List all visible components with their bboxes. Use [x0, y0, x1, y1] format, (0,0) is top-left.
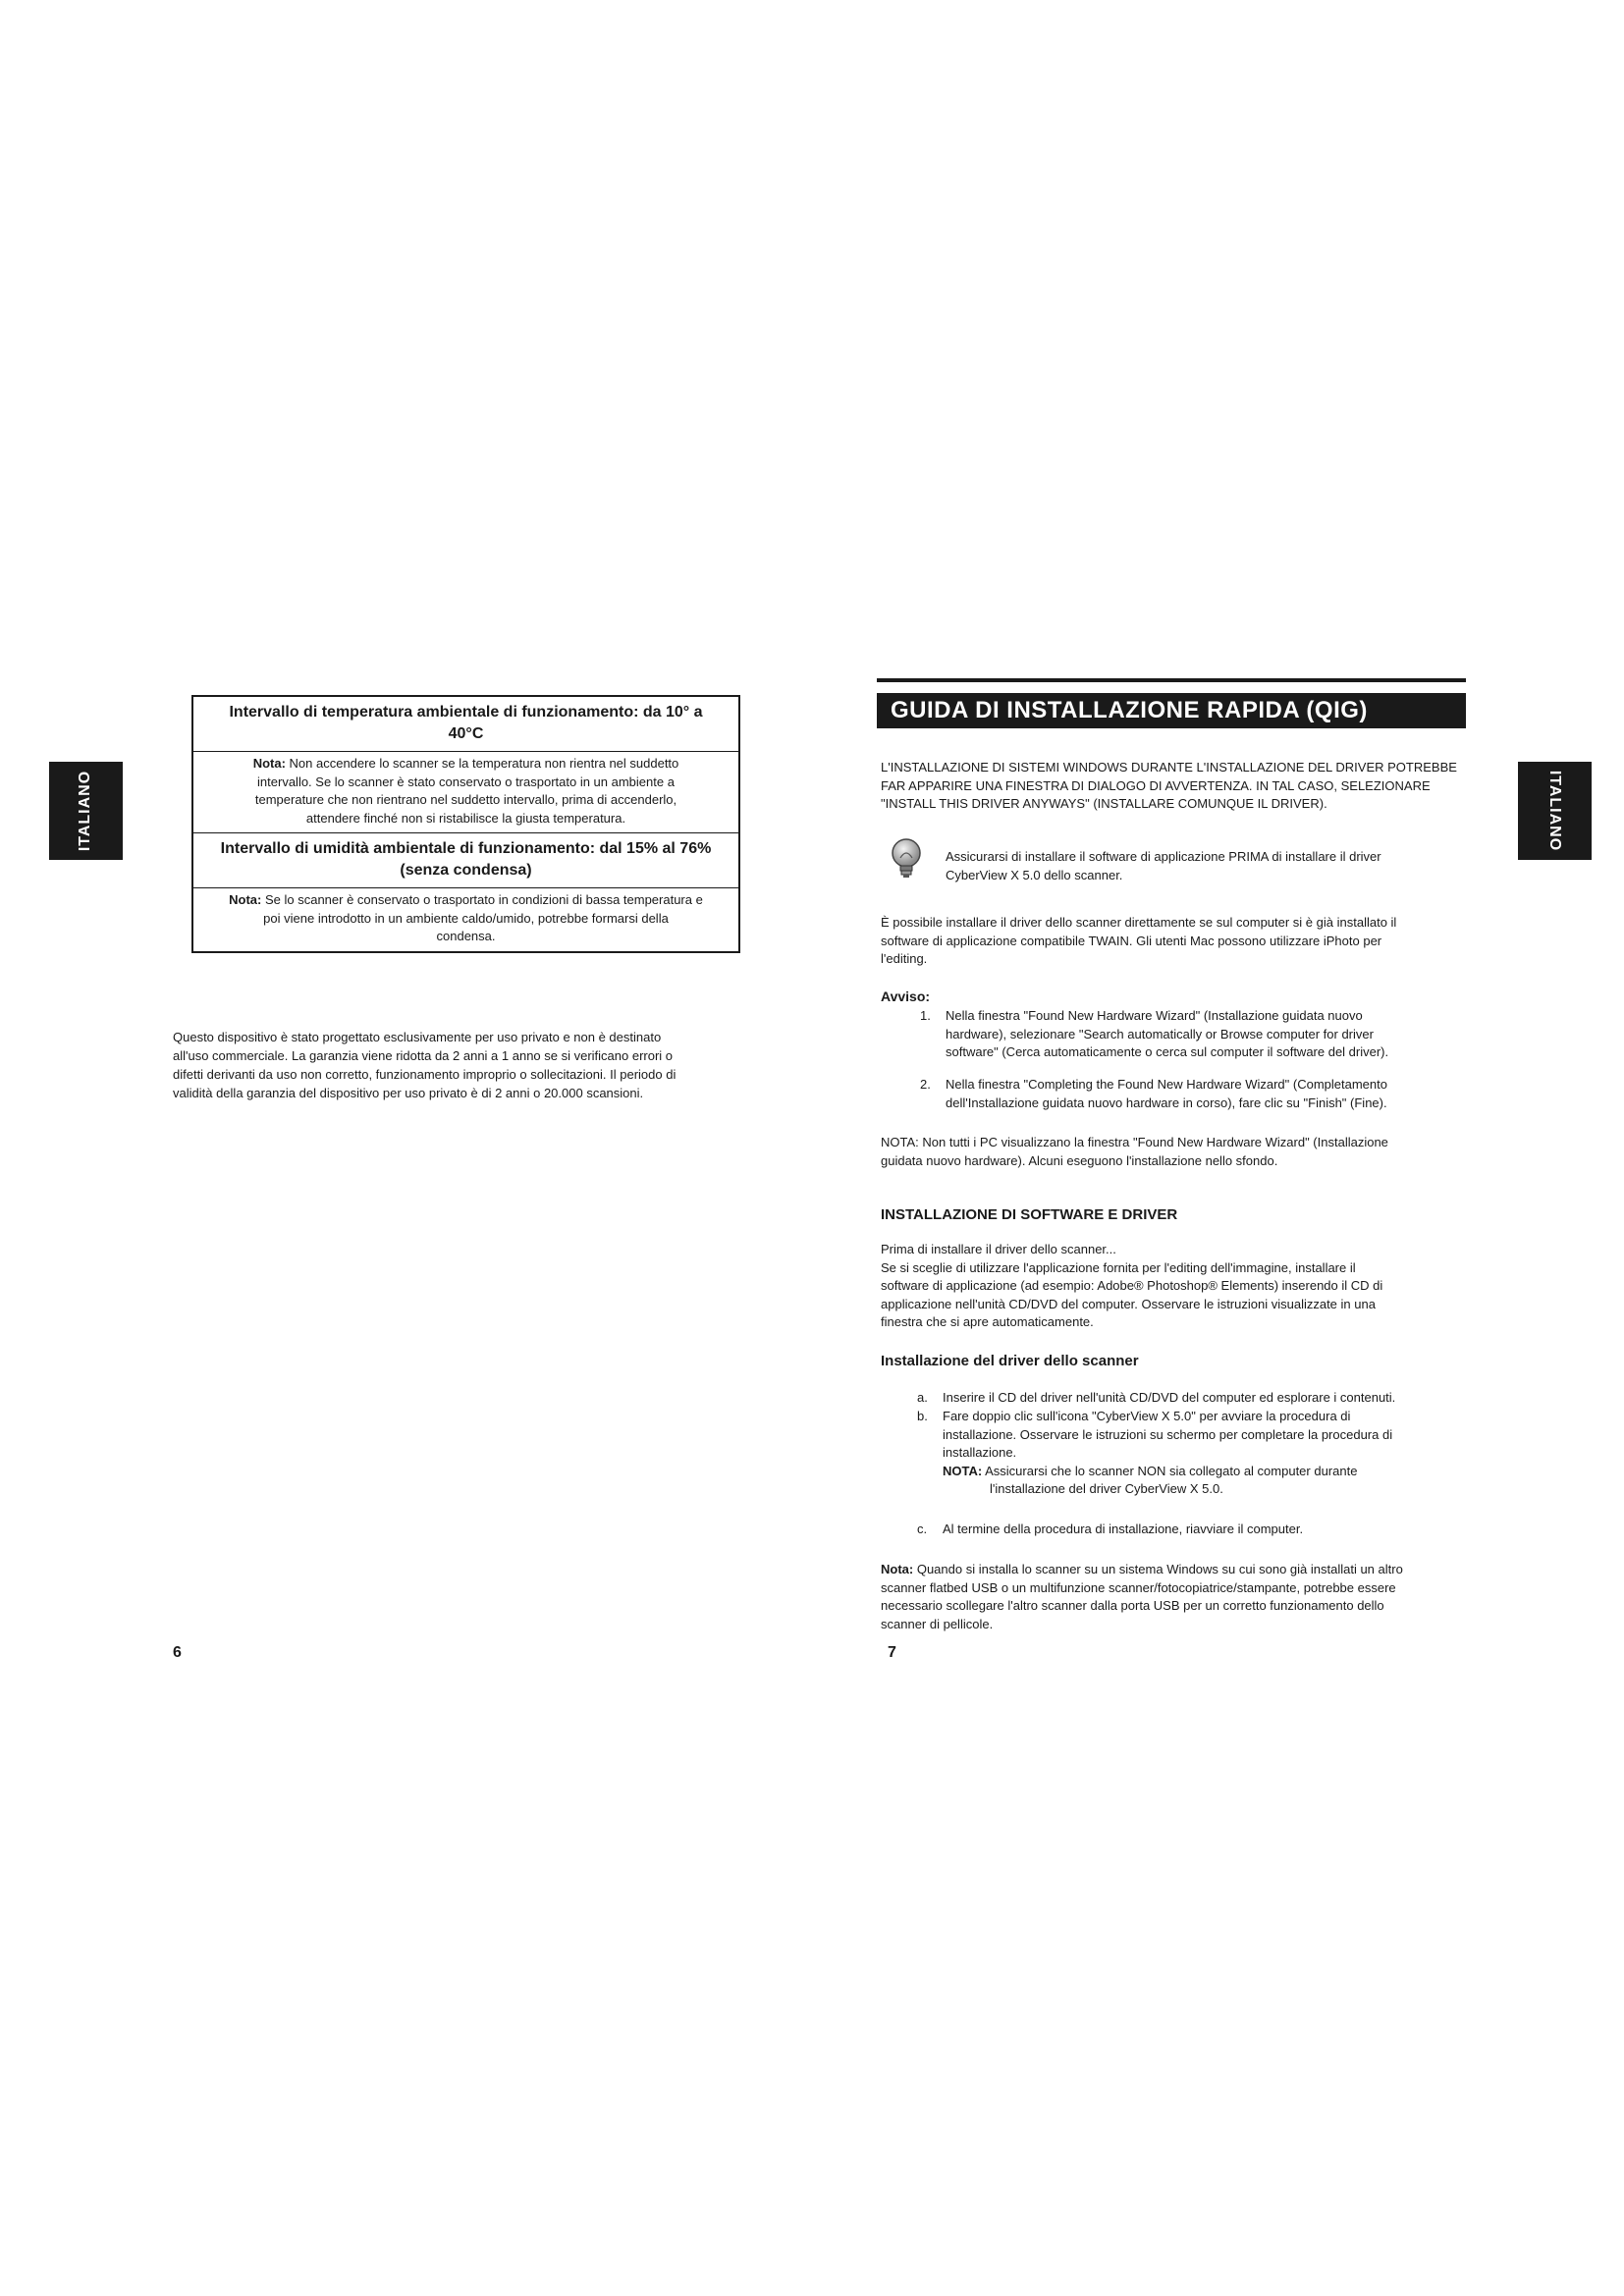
list-item-line: Nella finestra "Found New Hardware Wizard" (Installazione guidata nuovo: [946, 1008, 1363, 1023]
driver-nota-line: [943, 1463, 1392, 1481]
tip-line: Assicurarsi di installare il software di applicazione PRIMA di installare il driver: [946, 849, 1381, 864]
software-section-heading: INSTALLAZIONE DI SOFTWARE E DRIVER: [881, 1206, 1178, 1223]
software-section-paragraph: [881, 1241, 1470, 1332]
warranty-line: difetti derivanti da uso non corretto, funzionamento improprio o sollecitazioni. Il periodo di: [173, 1067, 677, 1082]
software-line: Se si sceglie di utilizzare l'applicazione fornita per l'editing dell'immagine, installare il: [881, 1259, 1356, 1275]
warranty-paragraph: [173, 1028, 752, 1102]
temperature-note: [193, 752, 738, 833]
temperature-heading-line: 40°C: [448, 725, 484, 742]
note-text: Quando si installa lo scanner su un sistema Windows su cui sono già installati un altro: [913, 1562, 1403, 1576]
humidity-heading-line: Intervallo di umidità ambientale di funzionamento: dal 15% al 76%: [220, 840, 712, 857]
windows-warning-line: L'INSTALLAZIONE DI SISTEMI WINDOWS DURANTE L'INSTALLAZIONE DEL DRIVER POTREBBE: [881, 760, 1457, 774]
twain-line: software di applicazione compatibile TWAIN. Gli utenti Mac possono utilizzare iPhoto per: [881, 933, 1382, 948]
tip-text: [946, 848, 1456, 884]
temperature-note-line: temperature che non rientrano nel suddetto intervallo, prima di accenderlo,: [254, 792, 677, 807]
list-item-line: Al termine della procedura di installazione, riavviare il computer.: [943, 1522, 1304, 1536]
humidity-note: [193, 888, 738, 951]
twain-paragraph: [881, 914, 1470, 969]
warranty-line: validità della garanzia del dispositivo per uso privato è di 2 anni o 20.000 scansioni.: [173, 1086, 644, 1100]
temperature-heading: [193, 697, 738, 752]
nota-label: NOTA:: [943, 1463, 983, 1478]
final-note-line: scanner flatbed USB o un multifunzione scanner/fotocopiatrice/stampante, potrebbe essere: [881, 1579, 1396, 1595]
list-item-line: installazione. Osservare le istruzioni su schermo per completare la procedura di: [943, 1426, 1393, 1442]
list-marker: 1.: [920, 1008, 931, 1023]
lightbulb-icon: [887, 836, 926, 881]
nota-text: Assicurarsi che lo scanner NON sia collegato al computer durante: [982, 1463, 1358, 1478]
windows-warning-line: FAR APPARIRE UNA FINESTRA DI DIALOGO DI AVVERTENZA. IN TAL CASO, SELEZIONARE: [881, 777, 1431, 793]
driver-item-c: [917, 1521, 1470, 1540]
language-tab-label: ITALIANO: [77, 770, 94, 852]
list-item-text: [943, 1389, 1395, 1408]
twain-line: È possibile installare il driver dello scanner direttamente se sul computer si è già installato il: [881, 915, 1397, 930]
humidity-note-line: [205, 891, 727, 910]
list-item-line: installazione.: [943, 1445, 1017, 1460]
final-note-line: [881, 1561, 1476, 1579]
software-line: applicazione nell'unità CD/DVD del computer. Osservare le istruzioni visualizzate in una: [881, 1296, 1376, 1311]
final-note-line: necessario scollegare l'altro scanner dalla porta USB per un corretto funzionamento dello: [881, 1598, 1384, 1613]
list-item-text: [943, 1521, 1303, 1539]
warranty-line: all'uso commerciale. La garanzia viene ridotta da 2 anni a 1 anno se si verificano errori o: [173, 1048, 674, 1063]
tip-line: CyberView X 5.0 dello scanner.: [946, 867, 1123, 882]
page-number-right: 7: [888, 1644, 896, 1661]
list-item-line: Fare doppio clic sull'icona "CyberView X 5.0" per avviare la procedura di: [943, 1409, 1351, 1423]
humidity-heading: [193, 833, 738, 888]
list-marker: 2.: [920, 1077, 931, 1092]
list-item-line: Inserire il CD del driver nell'unità CD/DVD del computer ed esplorare i contenuti.: [943, 1390, 1396, 1405]
driver-section-heading: Installazione del driver dello scanner: [881, 1353, 1139, 1369]
list-marker: a.: [917, 1390, 928, 1405]
note-label: Nota:: [229, 892, 262, 907]
humidity-note-line: condensa.: [436, 929, 496, 943]
nota-pc-line: guidata nuovo hardware). Alcuni eseguono l'installazione nello sfondo.: [881, 1152, 1278, 1168]
language-tab-left: [49, 762, 123, 860]
note-label: Nota:: [881, 1562, 914, 1576]
driver-item-b: [917, 1408, 1470, 1506]
temperature-note-line: [205, 755, 727, 774]
list-item-line: software" (Cerca automaticamente o cerca sul computer il software del driver).: [946, 1044, 1389, 1059]
software-line: Prima di installare il driver dello scanner...: [881, 1242, 1116, 1256]
note-text: Non accendere lo scanner se la temperatura non rientra nel suddetto: [285, 756, 679, 771]
nota-pc-line: NOTA: Non tutti i PC visualizzano la finestra "Found New Hardware Wizard" (Installazione: [881, 1135, 1388, 1149]
list-item-text: [943, 1408, 1392, 1499]
temperature-heading-line: Intervallo di temperatura ambientale di funzionamento: da 10° a: [229, 704, 703, 721]
page-title: GUIDA DI INSTALLAZIONE RAPIDA (QIG): [877, 693, 1466, 728]
avviso-heading: Avviso:: [881, 988, 931, 1004]
list-marker: b.: [917, 1409, 928, 1423]
list-marker: c.: [917, 1522, 928, 1536]
warranty-line: Questo dispositivo è stato progettato esclusivamente per uso privato e non è destinato: [173, 1030, 662, 1044]
list-item-line: Nella finestra "Completing the Found New Hardware Wizard" (Completamento: [946, 1077, 1387, 1092]
list-item-text: [946, 1007, 1388, 1062]
driver-nota-line: l'installazione del driver CyberView X 5.0.: [990, 1481, 1223, 1496]
avviso-item-2: [920, 1076, 1470, 1113]
language-tab-right: [1518, 762, 1592, 860]
humidity-note-line: poi viene introdotto in un ambiente caldo/umido, potrebbe formarsi della: [263, 910, 669, 926]
title-rule: [877, 678, 1466, 682]
list-item-line: dell'Installazione guidata nuovo hardware in corso), fare clic su "Finish" (Fine).: [946, 1095, 1387, 1110]
page-number-left: 6: [173, 1644, 182, 1661]
language-tab-label: ITALIANO: [1546, 770, 1564, 852]
software-line: software di applicazione (ad esempio: Adobe® Photoshop® Elements) inserendo il CD di: [881, 1278, 1383, 1293]
avviso-item-1: [920, 1007, 1470, 1062]
twain-line: l'editing.: [881, 951, 928, 966]
humidity-heading-line: (senza condensa): [400, 862, 532, 879]
note-label: Nota:: [252, 756, 286, 771]
final-note-paragraph: [881, 1561, 1476, 1633]
windows-warning-line: "INSTALL THIS DRIVER ANYWAYS" (INSTALLARE COMUNQUE IL DRIVER).: [881, 796, 1327, 811]
final-note-line: scanner di pellicole.: [881, 1616, 994, 1631]
driver-item-a: [917, 1389, 1470, 1409]
list-item-text: [946, 1076, 1387, 1112]
temperature-note-line: intervallo. Se lo scanner è stato conservato o trasportato in un ambiente a: [257, 774, 675, 789]
list-item-line: hardware), selezionare "Search automatically or Browse computer for driver: [946, 1026, 1374, 1041]
operating-specs-table: [191, 695, 740, 953]
temperature-note-line: attendere finché non si ristabilisce la giusta temperatura.: [305, 810, 626, 826]
note-text: Se lo scanner è conservato o trasportato in condizioni di bassa temperatura e: [261, 892, 703, 907]
nota-pc-paragraph: [881, 1134, 1470, 1170]
software-line: finestra che si apre automaticamente.: [881, 1314, 1094, 1329]
windows-warning: [881, 759, 1470, 814]
